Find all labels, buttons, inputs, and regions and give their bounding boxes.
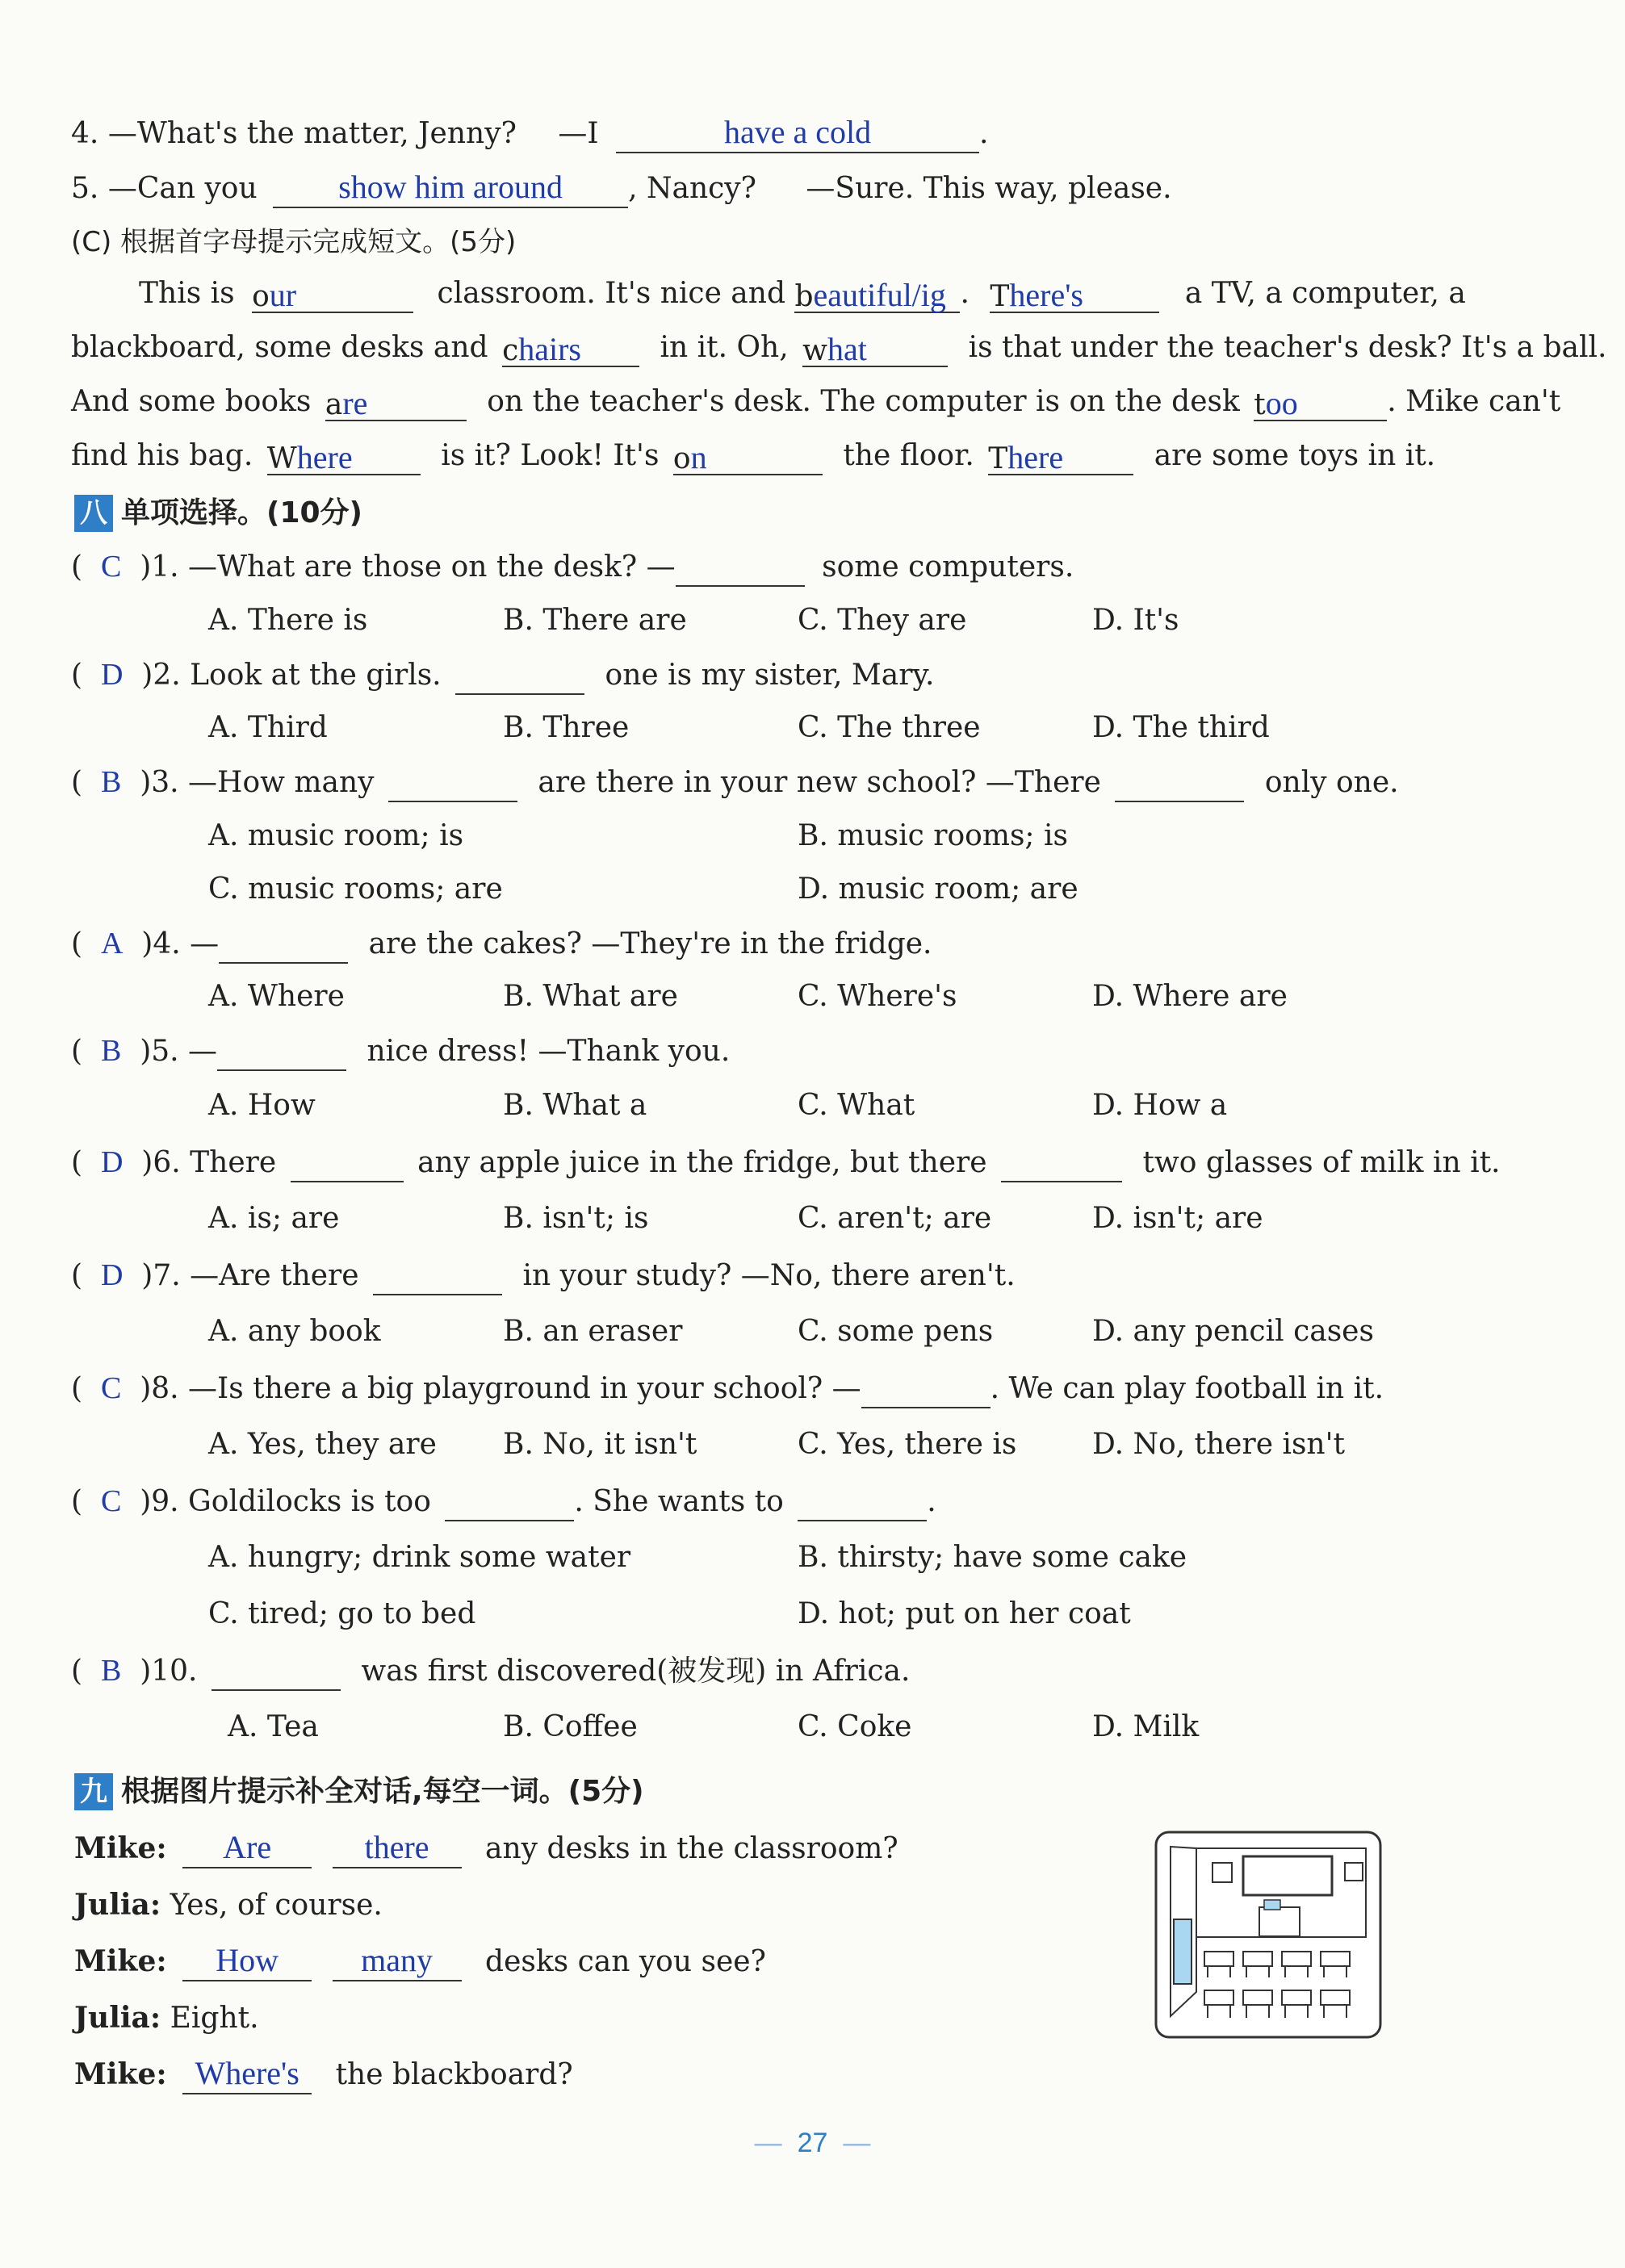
- question-number: )10.: [140, 1655, 198, 1688]
- punctuation: .: [979, 117, 989, 150]
- dialog-text: desks can you see?: [485, 1945, 766, 1978]
- initial-letter: t: [1254, 388, 1266, 421]
- dialog-text: any desks in the classroom?: [485, 1832, 898, 1865]
- answer-blank[interactable]: [333, 1831, 462, 1868]
- answer-text: hairs: [518, 331, 581, 367]
- passage-text: is it? Look! It's: [441, 439, 660, 472]
- dialog-line-5: [74, 2055, 573, 2094]
- chosen-answer: C: [100, 1484, 122, 1518]
- option-d[interactable]: D. Milk: [1092, 1710, 1200, 1743]
- dialog-line-2: [74, 1885, 383, 1925]
- option-d[interactable]: D. isn't; are: [1092, 1202, 1263, 1235]
- section-badge: 九: [74, 1773, 113, 1810]
- answer-blank[interactable]: [182, 1831, 312, 1868]
- answer-text: have a cold: [723, 114, 872, 150]
- section-title: 单项选择。(10分): [121, 496, 363, 529]
- option-a[interactable]: A. music room; is: [208, 819, 464, 852]
- option-a[interactable]: A. How: [208, 1089, 316, 1122]
- initial-letter: o: [252, 280, 270, 313]
- chosen-answer: D: [100, 1145, 124, 1179]
- chosen-answer: C: [100, 1371, 122, 1405]
- passage-text: And some books: [71, 385, 312, 418]
- question-number: 4.: [71, 117, 99, 150]
- option-d[interactable]: D. The third: [1092, 711, 1270, 744]
- answer-blank[interactable]: [988, 438, 1133, 475]
- answer-blank[interactable]: [676, 550, 805, 587]
- passage-line-3: [71, 383, 1560, 421]
- passage-text: are some toys in it.: [1154, 439, 1436, 472]
- option-d[interactable]: D. How a: [1092, 1089, 1228, 1122]
- option-b[interactable]: B. No, it isn't: [503, 1428, 697, 1461]
- mc-question-2: ( D )2. Look at the girls. one is my sister, Mary.: [71, 655, 934, 695]
- section-title: 根据图片提示补全对话,每空一词。(5分): [121, 1775, 644, 1808]
- section-8-heading: [74, 494, 362, 533]
- chosen-answer: B: [100, 765, 122, 799]
- answer-blank[interactable]: [325, 384, 467, 421]
- initial-letter: T: [988, 442, 1008, 475]
- option-d[interactable]: D. hot; put on her coat: [798, 1597, 1131, 1630]
- option-b[interactable]: B. There are: [503, 604, 687, 637]
- answer-blank[interactable]: [673, 438, 823, 475]
- question-text: are the cakes? —They're in the fridge.: [368, 927, 932, 960]
- passage-text: on the teacher's desk. The computer is on the desk: [487, 385, 1240, 418]
- answer-text: eautiful/ig: [813, 277, 946, 313]
- answer-text: hat: [827, 331, 867, 367]
- question-text: —I: [558, 117, 599, 150]
- speaker-label: Mike:: [74, 1944, 167, 1978]
- passage-line-1: [139, 274, 1466, 313]
- option-d[interactable]: D. music room; are: [798, 872, 1078, 906]
- question-number: )2.: [141, 659, 181, 692]
- passage-line-2: [71, 328, 1607, 367]
- answer-blank[interactable]: [616, 116, 979, 153]
- answer-blank[interactable]: [445, 1484, 574, 1521]
- answer-text: here: [296, 439, 353, 475]
- question-text: —Is there a big playground in your school? —: [188, 1372, 861, 1405]
- answer-blank[interactable]: [388, 765, 517, 802]
- chosen-answer: C: [100, 550, 122, 584]
- option-c[interactable]: C. music rooms; are: [208, 872, 503, 906]
- answer-blank[interactable]: [217, 1034, 346, 1071]
- option-b[interactable]: B. thirsty; have some cake: [798, 1541, 1187, 1574]
- mc-question-6: ( D )6. There any apple juice in the fridge, but there two glasses of milk in it.: [71, 1143, 1501, 1182]
- question-text: are there in your new school? —There: [538, 766, 1101, 799]
- chosen-answer: B: [100, 1034, 122, 1068]
- dialog-line-3: [74, 1942, 766, 1981]
- question-number: )5.: [140, 1035, 179, 1068]
- answer-text: oo: [1265, 385, 1298, 421]
- option-a[interactable]: A. is; are: [208, 1202, 340, 1235]
- door-icon: [1174, 1919, 1192, 1984]
- speaker-label: Julia:: [74, 2001, 161, 2035]
- question-text: . She wants to: [574, 1485, 784, 1518]
- blackboard-icon: [1243, 1856, 1332, 1895]
- passage-text: blackboard, some desks and: [71, 331, 488, 364]
- punctuation: .: [927, 1485, 936, 1518]
- page-number: — 27 —: [754, 2128, 871, 2158]
- speaker-label: Mike:: [74, 1831, 167, 1865]
- option-b[interactable]: B. music rooms; is: [798, 819, 1068, 852]
- option-c[interactable]: C. aren't; are: [798, 1202, 992, 1235]
- answer-blank[interactable]: [1001, 1145, 1122, 1182]
- question-text: only one.: [1264, 766, 1399, 799]
- speaker-label: Julia:: [74, 1888, 161, 1922]
- answer-text: there: [364, 1829, 429, 1865]
- option-c[interactable]: C. The three: [798, 711, 981, 744]
- option-d[interactable]: D. It's: [1092, 604, 1179, 637]
- answer-blank[interactable]: [502, 330, 639, 367]
- dialog-line-1: [74, 1829, 898, 1868]
- mc-question-4: ( A )4. — are the cakes? —They're in the fridge.: [71, 924, 932, 964]
- option-b[interactable]: B. isn't; is: [503, 1202, 649, 1235]
- dialog-text: the blackboard?: [335, 2058, 573, 2091]
- dialog-text: Yes, of course.: [170, 1889, 383, 1922]
- question-text: There: [190, 1146, 277, 1179]
- question-text: , Nancy?: [628, 172, 756, 205]
- question-text: —Can you: [107, 172, 258, 205]
- option-c[interactable]: C. Coke: [798, 1710, 912, 1743]
- answer-text: Where's: [195, 2055, 299, 2091]
- passage-text: find his bag.: [71, 439, 253, 472]
- answer-blank[interactable]: [212, 1654, 341, 1691]
- answer-blank[interactable]: [252, 276, 413, 313]
- option-c[interactable]: C. They are: [798, 604, 967, 637]
- chosen-answer: D: [100, 1258, 124, 1292]
- initial-letter: T: [990, 280, 1010, 313]
- section-badge: 八: [74, 495, 113, 532]
- passage-text: the floor.: [843, 439, 974, 472]
- answer-blank[interactable]: [798, 1484, 927, 1521]
- question-number: )3.: [140, 766, 179, 799]
- question-number: )4.: [141, 927, 181, 960]
- question-text: in your study? —No, there aren't.: [522, 1259, 1016, 1292]
- answer-blank[interactable]: [802, 330, 948, 367]
- option-c[interactable]: C. some pens: [798, 1315, 994, 1348]
- mc-question-10: ( B )10. was first discovered(被发现) in Africa.: [71, 1651, 910, 1691]
- question-text: —: [188, 1035, 218, 1068]
- question-5: [71, 169, 1172, 208]
- option-a[interactable]: A. Yes, they are: [208, 1428, 437, 1461]
- option-b[interactable]: B. What a: [503, 1089, 647, 1122]
- answer-blank[interactable]: [455, 658, 584, 695]
- question-text: . We can play football in it.: [990, 1372, 1384, 1405]
- question-text: —Sure. This way, please.: [806, 172, 1172, 205]
- answer-blank[interactable]: [373, 1258, 502, 1295]
- initial-letter: w: [802, 334, 827, 367]
- answer-text: ur: [269, 277, 297, 313]
- option-a[interactable]: A. any book: [208, 1315, 381, 1348]
- classroom-illustration: [1154, 1831, 1382, 2039]
- question-text: was first discovered(被发现) in Africa.: [361, 1655, 911, 1688]
- answer-text: re: [342, 385, 368, 421]
- punctuation: .: [960, 277, 970, 310]
- speaker-label: Mike:: [74, 2057, 167, 2091]
- answer-blank[interactable]: [182, 2057, 312, 2094]
- answer-blank[interactable]: [794, 276, 960, 313]
- passage-text: This is: [139, 277, 235, 310]
- option-a[interactable]: A. Third: [208, 711, 328, 744]
- option-d[interactable]: D. any pencil cases: [1092, 1315, 1374, 1348]
- section-9-heading: [74, 1772, 644, 1811]
- initial-letter: b: [794, 280, 814, 313]
- option-c[interactable]: C. What: [798, 1089, 915, 1122]
- question-text: Goldilocks is too: [188, 1485, 431, 1518]
- answer-text: here: [1007, 439, 1064, 475]
- chosen-answer: D: [100, 658, 124, 692]
- teacher-desk-icon: [1259, 1907, 1300, 1936]
- page-number-value: 27: [797, 2128, 828, 2158]
- chosen-answer: B: [100, 1654, 122, 1688]
- passage-line-4: [71, 437, 1435, 475]
- passage-text: is that under the teacher's desk? It's a ball.: [968, 331, 1607, 364]
- question-text: nice dress! —Thank you.: [366, 1035, 731, 1068]
- answer-text: many: [361, 1942, 433, 1978]
- question-text: —: [190, 927, 220, 960]
- option-b[interactable]: B. Three: [503, 711, 630, 744]
- option-d[interactable]: D. No, there isn't: [1092, 1428, 1345, 1461]
- mc-question-8: ( C )8. —Is there a big playground in your school? — . We can play football in it.: [71, 1369, 1384, 1408]
- mc-question-5: ( B )5. — nice dress! —Thank you.: [71, 1031, 730, 1071]
- question-number: )9.: [140, 1485, 179, 1518]
- initial-letter: a: [325, 388, 343, 421]
- question-text: some computers.: [822, 550, 1074, 584]
- option-c[interactable]: C. Where's: [798, 980, 957, 1013]
- option-c[interactable]: C. Yes, there is: [798, 1428, 1017, 1461]
- question-number: )7.: [141, 1259, 181, 1292]
- answer-blank[interactable]: [1115, 765, 1244, 802]
- answer-text: here's: [1009, 277, 1083, 313]
- initial-letter: W: [266, 442, 297, 475]
- answer-blank[interactable]: [182, 1944, 312, 1981]
- question-number: )8.: [140, 1372, 179, 1405]
- passage-text: in it. Oh,: [660, 331, 789, 364]
- mc-question-7: ( D )7. —Are there in your study? —No, there aren't.: [71, 1256, 1016, 1295]
- question-text: two glasses of milk in it.: [1142, 1146, 1501, 1179]
- answer-blank[interactable]: [219, 927, 348, 964]
- answer-blank[interactable]: [333, 1944, 462, 1981]
- chosen-answer: A: [100, 927, 124, 960]
- answer-blank[interactable]: [267, 438, 421, 475]
- initial-letter: c: [502, 334, 519, 367]
- answer-text: n: [690, 439, 707, 475]
- question-text: one is my sister, Mary.: [605, 659, 935, 692]
- option-b[interactable]: B. an eraser: [503, 1315, 683, 1348]
- answer-blank[interactable]: [990, 276, 1159, 313]
- passage-text: classroom. It's nice and: [437, 277, 786, 310]
- question-text: any apple juice in the fridge, but there: [417, 1146, 987, 1179]
- option-a[interactable]: A. hungry; drink some water: [208, 1541, 631, 1574]
- part-c-title: (C) 根据首字母提示完成短文。(5分): [71, 226, 517, 258]
- mc-question-9: ( C )9. Goldilocks is too . She wants to .: [71, 1482, 936, 1521]
- dialog-line-4: [74, 1998, 259, 2038]
- mc-question-1: ( C )1. —What are those on the desk? — some computers.: [71, 547, 1074, 587]
- option-d[interactable]: D. Where are: [1092, 980, 1288, 1013]
- mc-question-3: ( B )3. —How many are there in your new school? —There only one.: [71, 763, 1399, 802]
- question-text: —Are there: [190, 1259, 359, 1292]
- passage-text: a TV, a computer, a: [1184, 277, 1466, 310]
- option-b[interactable]: B. Coffee: [503, 1710, 638, 1743]
- question-4: [71, 115, 988, 153]
- answer-text: show him around: [338, 169, 563, 205]
- question-number: 5.: [71, 172, 99, 205]
- dialog-text: Eight.: [170, 2002, 259, 2035]
- answer-blank[interactable]: [273, 171, 628, 208]
- answer-text: How: [216, 1942, 279, 1978]
- question-number: )1.: [140, 550, 179, 584]
- option-a[interactable]: A. Tea: [228, 1710, 319, 1743]
- initial-letter: o: [672, 442, 691, 475]
- option-a[interactable]: A. There is: [208, 604, 368, 637]
- answer-blank[interactable]: [1254, 384, 1387, 421]
- answer-blank[interactable]: [861, 1371, 990, 1408]
- question-number: )6.: [141, 1146, 181, 1179]
- passage-text: . Mike can't: [1387, 385, 1561, 418]
- question-text: Look at the girls.: [190, 659, 442, 692]
- answer-blank[interactable]: [291, 1145, 404, 1182]
- answer-text: Are: [223, 1829, 272, 1865]
- option-c[interactable]: C. tired; go to bed: [208, 1597, 476, 1630]
- question-text: —What are those on the desk? —: [188, 550, 676, 584]
- option-a[interactable]: A. Where: [208, 980, 345, 1013]
- question-text: —What's the matter, Jenny?: [107, 117, 517, 150]
- question-text: —How many: [188, 766, 375, 799]
- option-b[interactable]: B. What are: [503, 980, 678, 1013]
